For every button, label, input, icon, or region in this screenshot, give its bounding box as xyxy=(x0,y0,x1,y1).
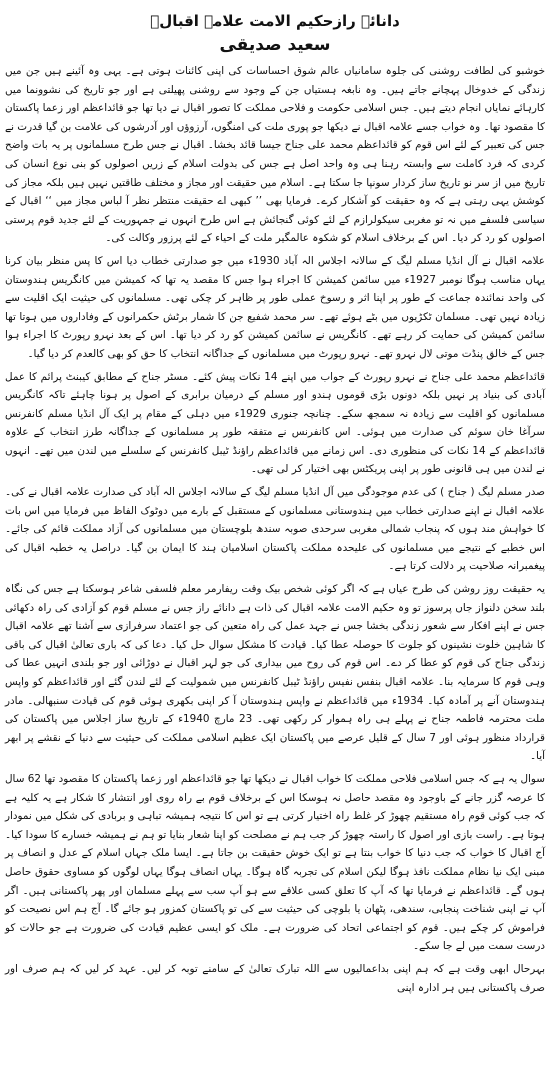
article-body xyxy=(5,62,545,997)
article-paragraph: علامہ اقبال نے آل انڈیا مسلم لیگ کے سالانہ اجلاس الہ آباد 1930ء میں جو صدارتی خطاب دیا اس کا پس منظر بیان کرنا یہاں مناسب ہوگا نومبر 1927ء میں سائمن کمیشن کا اجراء ہوا جس کا مقصد یہ تھا کہ کمیشن میں کانگریس ہندوستان کی واحد نمائندہ جماعت کے طور پر اپنا اثر و رسوخ عملی طور پر ظاہر کر چکی تھی۔ مسلمانوں کی حیثیت ایک اقلیت سے زیادہ نہیں تھی۔ مسلمان ٹکڑیوں میں بٹے ہوئے تھے۔ سر محمد شفیع جن کا شمار برٹش حکمرانوں کے وفاداروں میں ہوتا تھا سائمن کمیشن کی حمایت کر رہے تھے۔ کانگریس نے سائمن کمیشن کو رد کر دیا تھا۔ اس کے بعد نہرو رپورٹ کا اجراء ہوا جس کے خالق پنڈت موتی لال نہرو تھے۔ نہرو رپورٹ میں مسلمانوں کے جداگانہ انتخاب کا حق کو بھی کالعدم کر دیا گیا۔ xyxy=(5,254,546,360)
article-paragraph: قائداعظم محمد علی جناح نے نہرو رپورٹ کے جواب میں اپنے 14 نکات پیش کئے۔ مسٹر جناح کے مطابق کیبنٹ پرائم کا عمل آبادی کی بنیاد پر نہیں بلکہ دونوں بڑی قوموں ہندو اور مسلم کے درمیان برابری کے اصول پر ہونا چاہئے تاکہ کانگریس مسلمانوں کو اقلیت سے زیادہ نہ سمجھ سکے۔ چنانچہ جنوری 1929ء میں دہلی کے مقام پر ایک آل انڈیا مسلم کانفرنس سرآغا خان سوئم کی صدارت میں ہوئی۔ اس کانفرنس نے متفقہ طور پر مسلمانوں کے جداگانہ طرز انتخاب کے علاوہ قائداعظم کے 14 نکات کی منظوری دی۔ اس زمانے میں قائداعظم راؤنڈ ٹیبل کانفرنس کے سلسلے میں لندن میں تھے۔ انہوں نے لندن میں ہی قانونی طور پر اپنی پریکٹس بھی اختیار کر لی تھی۔ xyxy=(5,370,545,476)
author-byline: سعید صدیقی xyxy=(219,35,331,55)
article-title: دانائے رازحکیم الامت علامہ اقبالؒ xyxy=(150,12,400,30)
article-paragraph: سوال یہ ہے کہ جس اسلامی فلاحی مملکت کا خواب اقبال نے دیکھا تھا جو قائداعظم اور زعما پاکستان کا مقصود تھا 62 سال کا عرصہ گزر جانے کے باوجود وہ مقصد حاصل نہ ہوسکا اس کے برخلاف قوم بے راہ روی اور انتشار کا شکار ہے یہ کلیہ ہے کہ جب کوئی قوم راہ مستقیم چھوڑ کر غلط راہ اختیار کرتی ہے تو اس کا نتیجہ ہمیشہ تباہی و بربادی کی شکل میں نمودار ہوتا ہے۔ راست بازی اور اصول کا راستہ چھوڑ کر جب ہم نے مصلحت کو اپنا شعار بنایا تو ہم نے ہمیشہ خسارے کا سودا کیا۔ آج اقبال کا خواب کہ جب دنیا کا خواب بنتا ہے تو ایک خوش حقیقت بن جاتا ہے۔ ایسا ملک جہاں اسلام کے عدل و انصاف پر مبنی ایک نیا نظام مملکت نافذ ہوگا لیکن اسلام کی تجربہ گاہ ہوگا۔ یہاں انصاف ہوگا یہاں لوگوں کو مساوی حقوق حاصل ہوں گے۔ قائداعظم نے فرمایا تھا کہ آپ کا تعلق کسی علاقے سے ہو آپ سب سے پہلے مسلمان اور پھر پاکستانی ہیں۔ اگر آپ نے اپنی شناخت پنجابی، سندھی، پٹھان یا بلوچی کی حیثیت سے کی تو پاکستان کمزور ہو جائے گا۔ آج ہم اس نصیحت کو فراموش کر چکے ہیں۔ قوم کو اجتماعی اتحاد کی ضرورت ہے۔ ملک کو ایسی عظیم قیادت کی ضرورت ہے جو حالات کو درست سمت میں لے جا سکے۔ xyxy=(5,772,545,953)
article-paragraph: صدر مسلم لیگ ( جناح ) کی عدم موجودگی میں آل انڈیا مسلم لیگ کے سالانہ اجلاس الہ آباد کی صدارت علامہ اقبال نے کی۔ علامہ اقبال نے اپنے صدارتی خطاب میں ہندوستانی مسلمانوں کے مستقبل کے بارے میں دوٹوک الفاظ میں فرمایا میں اس بات کا خواہش مند ہوں کہ پنجاب شمالی مغربی سرحدی صوبہ سندھ بلوچستان میں مسلمانوں کی آزاد مملکت قائم کی جائے۔ اس خطبے کے نتیجے میں مسلمانوں کی علیحدہ مملکت پاکستان اسلامیان ہند کا ایمان بن گیا۔ دراصل یہ خطبہ اقبال کی پیغمبرانہ صلاحیت پر دلالت کرتا ہے۔ xyxy=(5,486,545,573)
article-paragraph: بہرحال ابھی وقت ہے کہ ہم اپنی بداعمالیوں سے اللہ تبارک تعالیٰ کے سامنے توبہ کر لیں۔ عہد کر لیں کہ ہم صرف اور صرف پاکستانی ہیں ہر ادارہ اپنی xyxy=(5,962,545,994)
article-paragraph: یہ حقیقت روز روشن کی طرح عیاں ہے کہ اگر کوئی شخص بیک وقت ریفارمر معلم فلسفی شاعر ہوسکتا ہے جس کی نگاہ بلند سخن دلنواز جاں پرسوز تو وہ حکیم الامت علامہ اقبال کی ذات ہے دانائے راز جس نے مسلم قوم کو آزادی کی راہ دکھائی جس نے اپنے افکار سے شعور زندگی بخشا جس نے جہد عمل کی راہ متعین کی جو اعتماد سرفرازی سے آشنا تھے علامہ اقبال کا شاہین خلوت نشینوں کو جلوت کا حوصلہ عطا کیا۔ قیادت کا مشکل سوال حل کیا۔ دعا کی کہ باری تعالیٰ اقبال کی باقی زندگی جناح کی قوم کو عطا کر دے۔ اس قوم کی روح میں بیداری کی جو لہر اقبال نے دوڑائی اور جو بلندی انہیں عطا کی وہی قوم کا سرمایہ بنا۔ علامہ اقبال بنفس نفیس راؤنڈ ٹیبل کانفرنس میں شمولیت کے لئے لندن گئے اور قائداعظم کو واپس ہندوستان آنے پر آمادہ کیا۔ 1934ء میں قائداعظم نے واپس ہندوستان آ کر اپنی بکھری ہوئی قوم کی قیادت سنبھالی۔ مادر ملت محترمہ فاطمہ جناح نے پہلے ہی راہ ہموار کر رکھی تھی۔ 23 مارچ 1940ء کے تاریخ ساز اجلاس میں پاکستان کی قرارداد منظور ہوئی اور 7 سال کے قلیل عرصے میں پاکستان ایک عظیم اسلامی مملکت کی حیثیت سے دنیا کے نقشے پر ابھر آیا۔ xyxy=(5,583,545,763)
article-paragraph: خوشبو کی لطافت روشنی کی جلوہ سامانیاں عالم شوق احساسات کی اپنی کائنات ہوتی ہے۔ یہی وہ آئینے ہیں جن میں زندگی کے خدوخال پہچانے جاتے ہیں۔ وہ نابغہ ہستیاں جن کے وجود سے روشنی پھیلتی ہے اور جو تاریخ کی نشوونما میں کارہائے نمایاں انجام دیتے ہیں۔ جس اسلامی حکومت و فلاحی مملکت کا تصور اقبال نے دیا تھا جو قائداعظم اور زعما پاکستان کا مقصود تھا۔ وہ خواب جسے علامہ اقبال نے دیکھا جو پوری ملت کی امنگوں، آرزوؤں اور آدرشوں کی علامت بن گیا قدرت نے جس کی تعبیر کے لئے اس قوم کو قائداعظم محمد علی جناح جیسا قائد بخشا۔ اقبال نے جس طرح مسلمانوں پر یہ بات واضح کردی کہ فرد کاملت سے وابستہ رہنا ہی وہ واحد اصل ہے جس کی بدولت اسلام کے زریں اصولوں کو بنی نوع انسان کی تاریخ میں از سر نو تاریخ ساز کردار سونپا جا سکتا ہے۔ اسلام میں حقیقت اور مجاز و مختلف طاقتیں نہیں ہیں بلکہ مجاز کی کوشش یہی رہتی ہے کہ وہ حقیقت کو آشکار کرے۔ فرمایا بھی ’’ کبھی اے حقیقت منتظر نظر آ لباس مجاز میں ‘‘ اقبال کے سیاسی فلسفے میں نہ تو مغربی سیکولرازم کے لئے کوئی گنجائش ہے اس طرح انہوں نے جمہوریت کے لئے جدید قوم پرستی اصولوں کو رد کر دیا۔ اس کے برخلاف اسلام کو شکوہ عالمگیر ملت کے احیاء کے لئے پرزور وکالت کی۔ xyxy=(5,65,545,245)
